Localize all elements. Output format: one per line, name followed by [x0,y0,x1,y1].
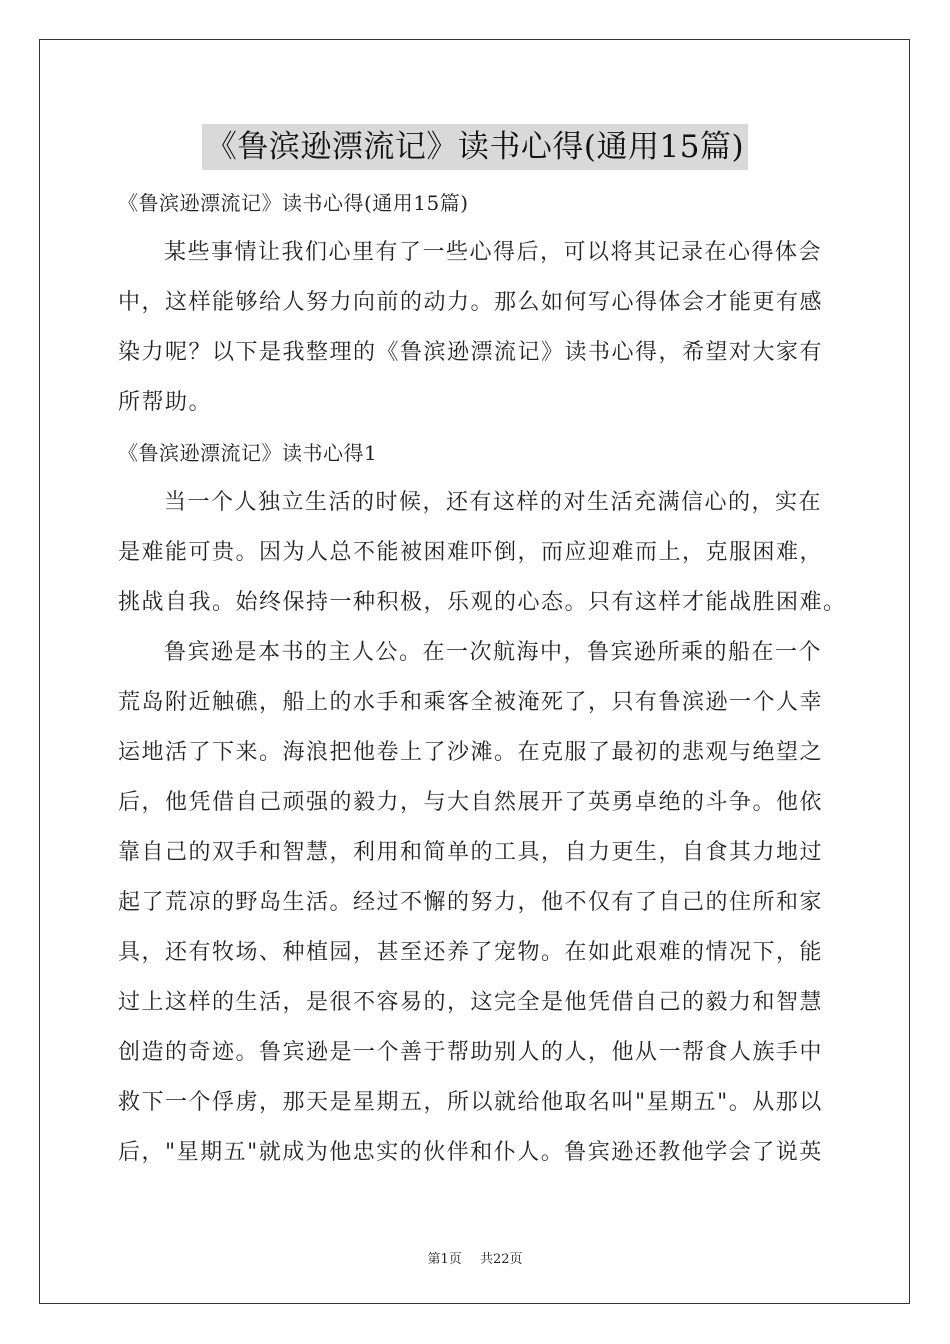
text-line: 救下一个俘虏，那天是星期五，所以就给他取名叫"星期五"。从那以 [118,1090,823,1115]
title-wrap [0,124,950,170]
text-line: 所帮助。 [118,390,213,415]
text-line: 当一个人独立生活的时候，还有这样的对生活充满信心的，实在 [164,490,823,515]
text-line: 后，"星期五"就成为他忠实的伙伴和仆人。鲁宾逊还教他学会了说英 [118,1140,823,1165]
document-body [118,178,847,1178]
text-line: 《鲁滨逊漂流记》读书心得(通用15篇) [118,191,469,215]
text-line: 染力呢？以下是我整理的《鲁滨逊漂流记》读书心得，希望对大家有 [118,340,824,365]
text-line: 具，还有牧场、种植园，甚至还养了宠物。在如此艰难的情况下，能 [118,940,824,965]
text-line: 荒岛附近触礁，船上的水手和乘客全被淹死了，只有鲁滨逊一个人幸 [118,690,824,715]
text-line: 靠自己的双手和智慧，利用和简单的工具，自力更生，自食其力地过 [118,840,824,865]
text-line: 后，他凭借自己顽强的毅力，与大自然展开了英勇卓绝的斗争。他依 [118,790,824,815]
text-line: 起了荒凉的野岛生活。经过不懈的努力，他不仅有了自己的住所和家 [118,890,824,915]
text-line: 某些事情让我们心里有了一些心得后，可以将其记录在心得体会 [164,240,823,265]
text-line: 运地活了下来。海浪把他卷上了沙滩。在克服了最初的悲观与绝望之 [118,740,824,765]
document-title: 《鲁滨逊漂流记》读书心得(通用15篇) [202,124,748,170]
text-line: 挑战自我。始终保持一种积极，乐观的心态。只有这样才能战胜困难。 [118,590,847,615]
text-line: 鲁宾逊是本书的主人公。在一次航海中，鲁宾逊所乘的船在一个 [164,640,823,665]
page-total: 共22页 [479,1252,523,1267]
page-number: 第1页 [427,1252,462,1267]
text-line: 创造的奇迹。鲁宾逊是一个善于帮助别人的人，他从一帮食人族手中 [118,1040,824,1065]
text-line: 是难能可贵。因为人总不能被困难吓倒，而应迎难而上，克服困难， [118,540,824,565]
text-line: 中，这样能够给人努力向前的动力。那么如何写心得体会才能更有感 [118,290,824,315]
text-line: 《鲁滨逊漂流记》读书心得1 [118,441,378,465]
text-line: 过上这样的生活，是很不容易的，这完全是他凭借自己的毅力和智慧 [118,990,824,1015]
page-footer [0,1248,950,1267]
